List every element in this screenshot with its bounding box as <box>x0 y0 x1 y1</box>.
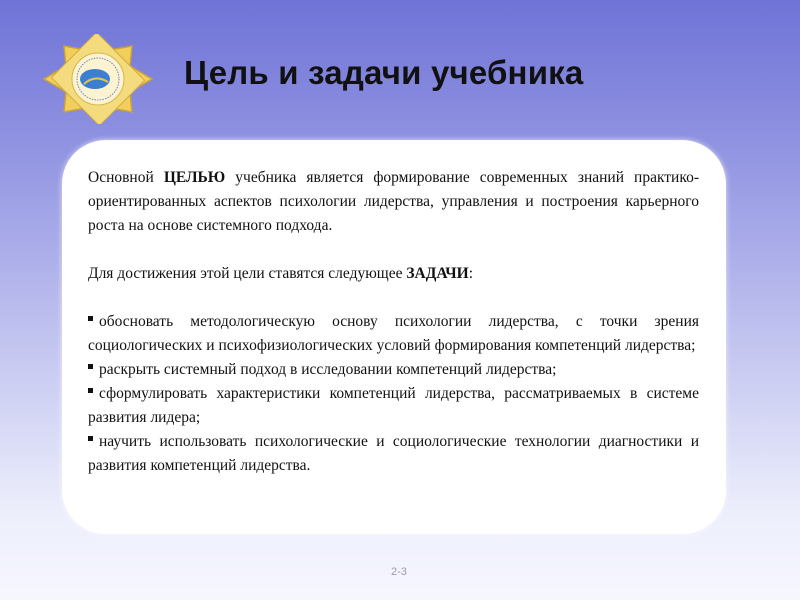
list-item <box>88 310 699 358</box>
task-text: раскрыть системный подход в исследовании компетенций лидерства; <box>99 361 557 378</box>
tasks-keyword: ЗАДАЧИ <box>406 265 469 282</box>
goal-keyword: ЦЕЛЬЮ <box>163 169 226 186</box>
tasks-intro-suffix: : <box>468 265 473 282</box>
tasks-list <box>88 310 699 478</box>
page-number: 2-3 <box>391 566 407 578</box>
goal-text: учебника является формирование современных знаний практико-ориентированных аспектов психологии лидерства, управления и построения карьерного роста на основе системного подхода. <box>88 169 700 234</box>
bullet-square-icon <box>88 436 93 441</box>
goal-prefix: Основной <box>88 169 164 186</box>
emblem-star-icon <box>40 34 156 124</box>
list-item <box>88 430 699 478</box>
slide-title: Цель и задачи учебника <box>184 54 584 91</box>
task-text: сформулировать характеристики компетенций лидерства, рассматриваемых в системе развития лидера; <box>88 385 699 426</box>
goal-paragraph <box>88 166 699 238</box>
content-text <box>88 166 699 478</box>
task-text: обосновать методологическую основу психологии лидерства, с точки зрения социологических и психофизиологических условий формирования компетенций лидерства; <box>88 313 699 354</box>
tasks-intro-prefix: Для достижения этой цели ставятся следующее <box>88 265 407 282</box>
emblem-logo <box>40 34 156 124</box>
bullet-square-icon <box>88 388 93 393</box>
bullet-square-icon <box>88 316 93 321</box>
list-item <box>88 382 699 430</box>
tasks-intro <box>88 262 699 286</box>
bullet-square-icon <box>88 364 93 369</box>
task-text: научить использовать психологические и социологические технологии диагностики и развития компетенций лидерства. <box>88 433 699 474</box>
list-item <box>88 358 699 382</box>
